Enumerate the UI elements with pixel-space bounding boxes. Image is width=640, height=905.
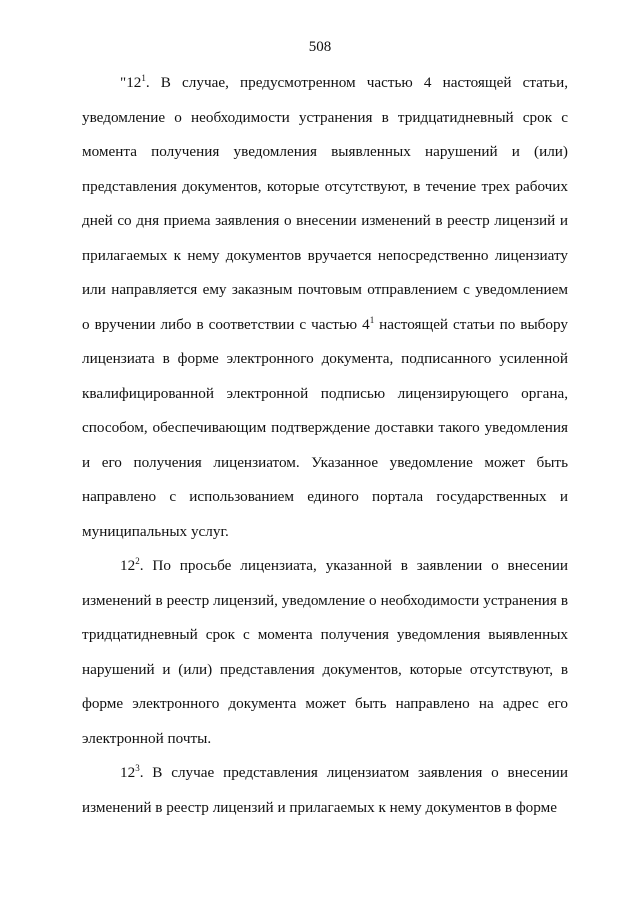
paragraph-number: 12 <box>120 557 136 574</box>
page-number: 508 <box>308 39 332 55</box>
superscript: 1 <box>141 73 146 83</box>
paragraph-12-1 <box>82 66 568 549</box>
paragraph-text: настоящей статьи по выбору лицензиата в форме электронного документа, подписанного усиленной квалифицированной электронной подписью лицензирующего органа, способом, обеспечивающим подтверждение доставки такого уведомления и его получения лицензиатом. Указанное уведомление может быть направлено с использованием единого портала государственных и муниципальных услуг. <box>82 315 568 540</box>
paragraph-text: . В случае, предусмотренном частью 4 настоящей статьи, уведомление о необходимости устранения в тридцатидневный срок с момента получения уведомления выявленных нарушений и (или) представления документов, которые отсутствуют, в течение трех рабочих дней со дня приема заявления о внесении изменений в реестр лицензий и прилагаемых к нему документов вручается непосредственно лицензиату или направляется ему заказным почтовым отправлением с уведомлением о вручении либо в соответствии с частью 4 <box>82 74 568 333</box>
paragraph-number: "12 <box>120 74 142 91</box>
paragraph-text: . По просьбе лицензиата, указанной в заявлении о внесении изменений в реестр лицензий, уведомление о необходимости устранения в тридцатидневный срок с момента получения уведомления выявленных нарушений и (или) представления документов, которые отсутствуют, в форме электронного документа может быть направлено на адрес его электронной почты. <box>82 557 568 747</box>
paragraph-12-3 <box>82 756 568 825</box>
superscript: 3 <box>135 763 140 773</box>
paragraph-12-2 <box>82 549 568 756</box>
superscript: 1 <box>369 314 375 325</box>
paragraph-text: . В случае представления лицензиатом заявления о внесении изменений в реестр лицензий и прилагаемых к нему документов в форме <box>82 764 568 816</box>
superscript: 2 <box>135 556 140 566</box>
paragraph-number: 12 <box>120 764 136 781</box>
body-text <box>82 66 568 825</box>
